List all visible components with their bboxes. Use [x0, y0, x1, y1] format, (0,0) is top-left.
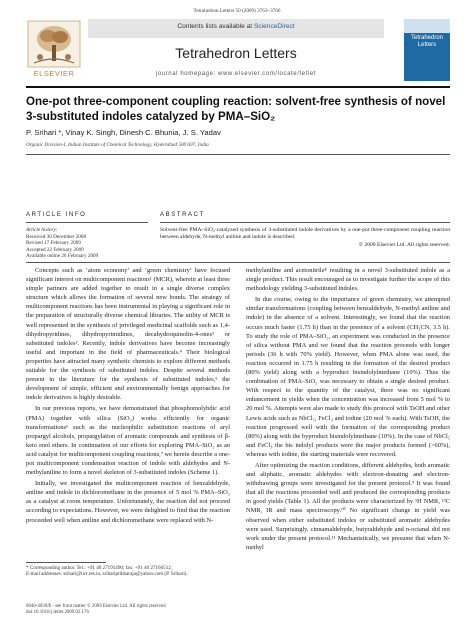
journal-masthead	[26, 19, 450, 81]
abstract-rule	[160, 222, 450, 223]
author-list: P. Srihari *, Vinay K. Singh, Dinesh C. Bhunia, J. S. Yadav	[26, 128, 221, 137]
body-left-column	[26, 266, 230, 556]
footnotes	[26, 565, 230, 578]
paragraph: Concepts such as ‘atom economy’ and ‘green chemistry’ have focused significant interest on multicomponent reactions¹ (MCR), wherein at least three simple partners are added together to result in a single diverse complex structure which allows the formation of several new bonds. The strategy of multicomponent reactions has been instrumental in playing a significant role in the preparation of structurally diverse chemical libraries. The utility of MCR is well represented in the synthesis of privileged medicinal scaffolds such as 1,4-dihydropyridines, dihydropyrimidines, decahydroquinolin-4-ones² or substituted indoles³. Recently, indole derivatives have become increasingly useful and important in the field of pharmaceuticals.⁴ Their biological properties have attracted many synthetic chemists to explore different methods suitable for the synthesis of substituted indoles. Despite several methods present in the literature for the synthesis of substituted indoles,⁵ the development of simple, efficient and environmentally benign approaches for indole derivatives is highly desirable.	[26, 267, 230, 402]
journal-homepage[interactable]: journal homepage: www.elsevier.com/locate/tetlet	[155, 71, 317, 77]
running-head: Tetrahedron Letters 50 (2009) 3763–3766	[193, 8, 281, 14]
paragraph: In our previous reports, we have demonstrated that phosphomolybdic acid (PMA) together with silica (SiO₂) works efficiently for organic transformations⁶ such as the nucleophilic substitution reactions of aryl propargyl alcohols, propargylation of aromatic compounds and synthesis of β-keto enol ethers. In continuation of our efforts for exploring PMA–SiO₂ as an acid catalyst for multicomponent coupling reactions,⁷ we herein describe a one-pot multicomponent condensation reaction of indole with aldehydes and N-methylaniline to form a novel skeleton of 3-substituted indoles (Scheme 1).	[26, 405, 230, 477]
article-info-rule	[26, 222, 148, 223]
paragraph: Initially, we investigated the multicomponent reaction of benzaldehyde, aniline and indole in dichloromethane in the presence of 5 mol % PMA–SiO₂ as a catalyst at room temperature. Unfortunately, the reaction did not proceed according to expectations. However, we were delighted to find that the reaction proceeded well when aniline and dichloromethane were replaced with N-	[26, 480, 230, 524]
header-rule	[26, 86, 450, 88]
paragraph: In due course, owing to the importance of green chemistry, we attempted similar transformations (coupling between benzaldehyde, N-methyl aniline and indole) in the absence of a solvent. Interestingly, we found that the reaction occurs much faster (1.75 h) than in the presence of a solvent (CH₃CN, 3.5 h). To study the role of PMA–SiO₂, an experiment was conducted in the presence of silica without PMA and we found that the reaction proceeds with longer periods (36 h with 70% yield). However, when PMA alone was used, the reaction occurred in 1.75 h resulting in the formation of the desired product (80% yield) along with a byproduct bisindolylmethane (10%). Thus the combination of PMA–SiO₂ was necessary to obtain a single desired product. With respect to the quantity of the catalyst, there was no significant enhancement in yields when the concentration was increased from 5 mol % to 20 mol %. Attempts were also made to study this protocol with TsOH and other Lewis acids such as NbCl₅, FeCl₃ and iodine (20 mol % each). With TsOH, the reaction progressed well with the formation of the corresponding product (80%) along with the byproduct bisindolylmethane (10%). In the case of NbCl₅ and FeCl₃ the bis indolyl products were the major products formed (>60%), whereas with iodine, the starting materials were recovered.	[246, 296, 450, 458]
footnote-rule	[26, 562, 106, 563]
sciencedirect-link[interactable]: ScienceDirect	[253, 23, 295, 30]
elsevier-wordmark: ELSEVIER	[33, 69, 75, 78]
email-note[interactable]: E-mail addresses: srihari@iict.res.in, srihariptibbaraja@yahoo.com (P. Srihari).	[26, 571, 188, 578]
divider	[26, 154, 450, 155]
paragraph: After optimizing the reaction conditions, different aldehydes, both aromatic and aliphatic, aromatic aldehydes with electron-donating and electron-withdrawing groups were investigated for the present protocol.⁹ It was found that all the reactions proceeded well and produced the corresponding products in good yields (Table 1). All the products were characterized by ¹H NMR, ¹³C NMR, IR and mass spectroscopy.¹⁰ No significant change in yield was observed when either substituted indoles or substituted aromatic aldehydes were used. Surprisingly, cinnamaldehyde, butyraldehyde and n-octanal did not work under the present protocol.¹¹ Mechanistically, we presume that when N-methyl	[246, 461, 450, 551]
abstract-copyright: © 2009 Elsevier Ltd. All rights reserved.	[358, 241, 450, 248]
issn-line: 0040-4039/$ - see front matter © 2009 Elsevier Ltd. All rights reserved.	[26, 604, 167, 609]
article-info-header: ARTICLE INFO	[26, 212, 87, 218]
abstract-text: Solvent-free PMA–SiO₂-catalyzed synthesis of 3-substituted indole derivatives by a one-pot three-component coupling reaction between aldehyde, N-methyl aniline and indole is described.	[160, 227, 450, 241]
abstract-body	[160, 227, 450, 249]
article-title: One-pot three-component coupling reaction: solvent-free synthesis of novel 3-substituted indoles catalyzed by PMA–SiO₂	[26, 95, 446, 123]
journal-name: Tetrahedron Letters	[175, 45, 297, 61]
history-online: Available online 26 February 2009	[26, 253, 99, 260]
affiliation: Organic Division-I, Indian Institute of Chemical Technology, Hyderabad 500 607, India	[26, 142, 209, 148]
journal-cover-title: Tetrahedron Letters	[410, 35, 444, 48]
history-label: Article history:	[26, 227, 58, 233]
body-right-column	[246, 266, 450, 614]
doi-line[interactable]: doi:10.1016/j.tetlet.2009.02.176	[26, 610, 89, 616]
history-revised: Revised 17 February 2009	[26, 240, 81, 247]
divider	[26, 262, 450, 263]
history-accepted: Accepted 22 February 2009	[26, 246, 84, 253]
front-matter	[26, 604, 246, 616]
paragraph: methylaniline and acetonitrile⁸ resulting in a novel 3-substituted indole as a single product. This result encouraged us to investigate further the scope of this methodology yielding 3-substituted indoles.	[246, 267, 450, 293]
abstract-header: ABSTRACT	[160, 212, 205, 218]
contents-line	[88, 23, 384, 30]
history-received: Received 30 December 2008	[26, 233, 87, 240]
corresponding-author-note: * Corresponding author. Tel.: +91 40 27191490; fax: +91 40 27160512.	[26, 565, 173, 571]
article-history	[26, 227, 148, 260]
contents-prefix: Contents lists available at	[177, 23, 254, 30]
journal-cover-band	[404, 19, 450, 33]
